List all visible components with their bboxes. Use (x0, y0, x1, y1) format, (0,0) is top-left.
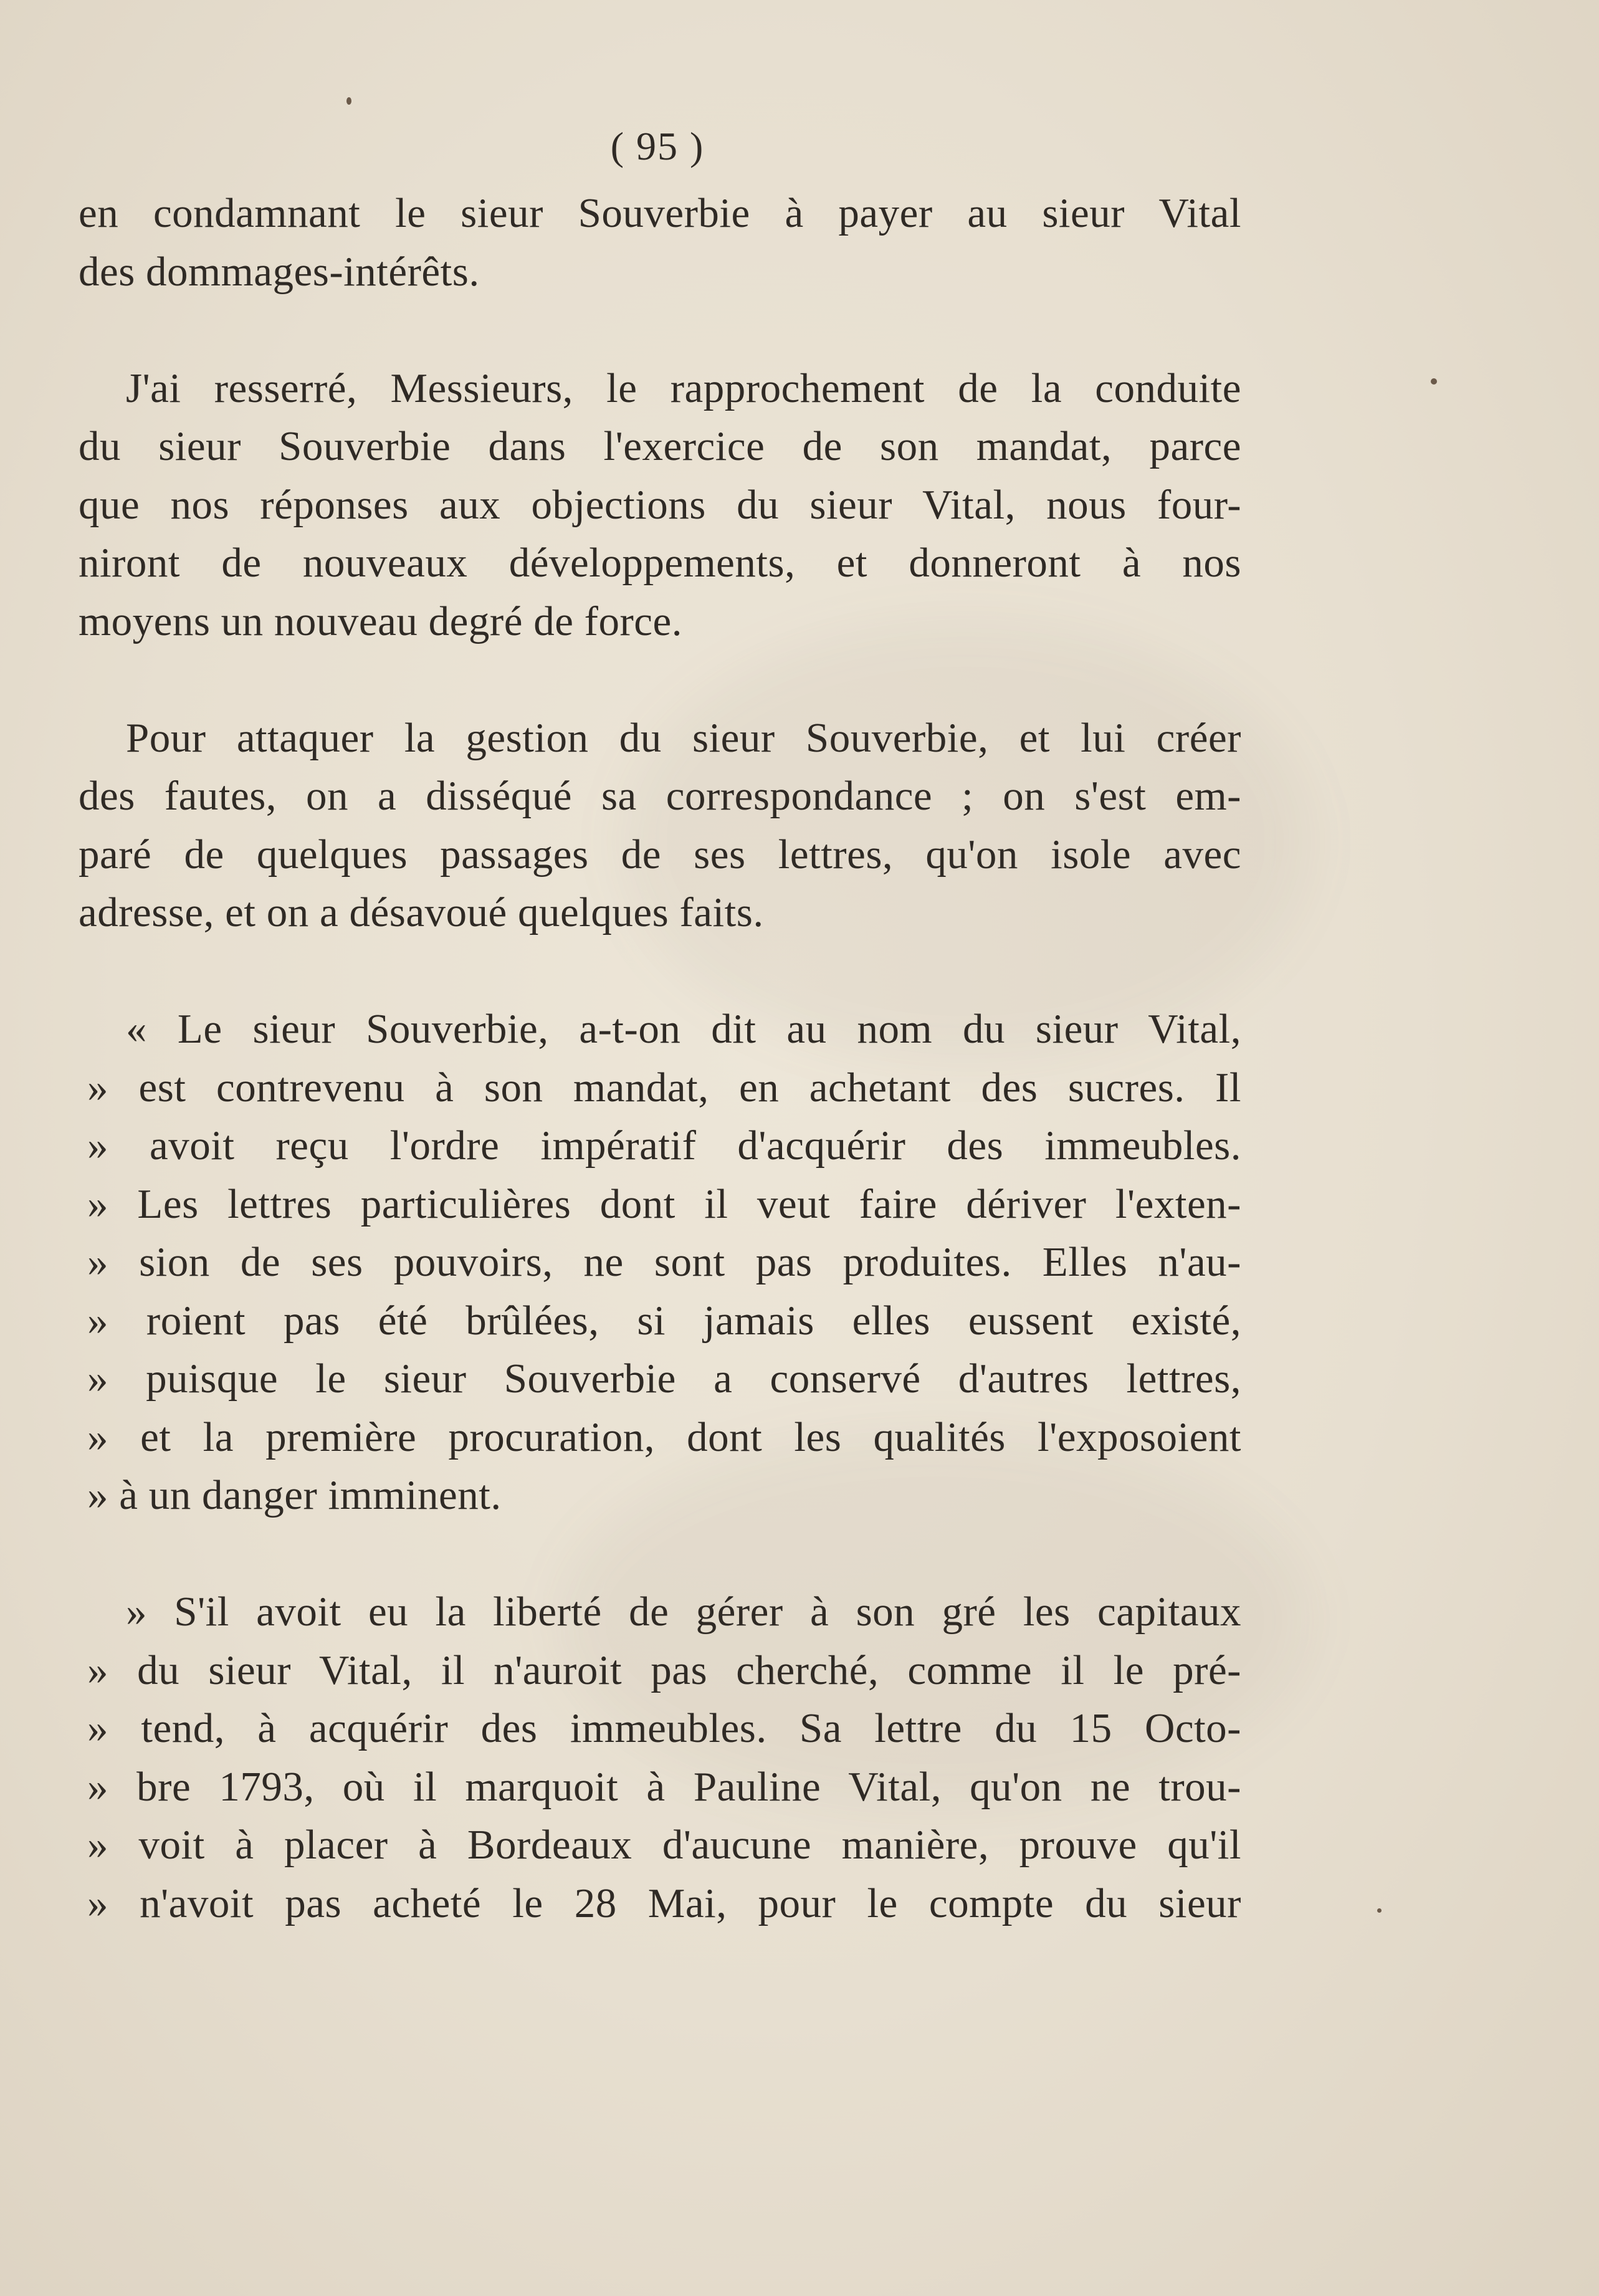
paragraph (79, 1000, 1241, 1525)
paragraph (79, 1583, 1241, 1933)
paper-speck (1431, 378, 1437, 385)
paragraph (79, 360, 1241, 651)
text-line: « Le sieur Souverbie, a-t-on dit au nom du sieur Vital, (126, 1006, 1241, 1052)
text-line: J'ai resserré, Messieurs, le rapprochement de la conduite (126, 365, 1241, 411)
text-line: des fautes, on a disséqué sa correspondance ; on s'est em- (79, 773, 1241, 819)
text-line: paré de quelques passages de ses lettres, qu'on isole avec (79, 831, 1241, 878)
paragraph (79, 184, 1241, 301)
text-line: » du sieur Vital, il n'auroit pas cherché, comme il le pré- (87, 1647, 1241, 1693)
text-line: » S'il avoit eu la liberté de gérer à son gré les capitaux (126, 1589, 1241, 1635)
text-line: » avoit reçu l'ordre impératif d'acquérir des immeubles. (87, 1122, 1241, 1169)
text-line: du sieur Souverbie dans l'exercice de son mandat, parce (79, 423, 1241, 469)
paper-speck (1377, 1908, 1382, 1913)
text-line: » est contrevenu à son mandat, en achetant des sucres. Il (87, 1064, 1241, 1111)
paper-speck (346, 97, 351, 105)
text-line: niront de nouveaux développements, et donneront à nos (79, 540, 1241, 586)
text-line: que nos réponses aux objections du sieur Vital, nous four- (79, 481, 1241, 528)
text-line: » n'avoit pas acheté le 28 Mai, pour le compte du sieur (87, 1880, 1241, 1926)
text-line: » voit à placer à Bordeaux d'aucune manière, prouve qu'il (87, 1822, 1241, 1868)
page-number: ( 95 ) (610, 124, 705, 168)
paragraph (79, 709, 1241, 942)
text-line: des dommages-intérêts. (79, 248, 480, 295)
body-text (79, 184, 1241, 1933)
text-line: moyens un nouveau degré de force. (79, 598, 683, 644)
text-line: » et la première procuration, dont les qualités l'exposoient (87, 1413, 1241, 1460)
text-line: » puisque le sieur Souverbie a conservé d'autres lettres, (87, 1356, 1241, 1402)
text-line: adresse, et on a désavoué quelques faits. (79, 889, 764, 935)
text-line: » sion de ses pouvoirs, ne sont pas produites. Elles n'au- (87, 1239, 1241, 1285)
text-line: » roient pas été brûlées, si jamais elles eussent existé, (87, 1297, 1241, 1344)
text-line: » à un danger imminent. (87, 1472, 502, 1518)
text-line: » tend, à acquérir des immeubles. Sa lettre du 15 Octo- (87, 1705, 1241, 1751)
text-line: en condamnant le sieur Souverbie à payer au sieur Vital (79, 190, 1241, 236)
text-line: Pour attaquer la gestion du sieur Souverbie, et lui créer (126, 714, 1241, 761)
text-line: » bre 1793, où il marquoit à Pauline Vital, qu'on ne trou- (87, 1763, 1241, 1810)
text-line: » Les lettres particulières dont il veut faire dériver l'exten- (87, 1180, 1241, 1227)
